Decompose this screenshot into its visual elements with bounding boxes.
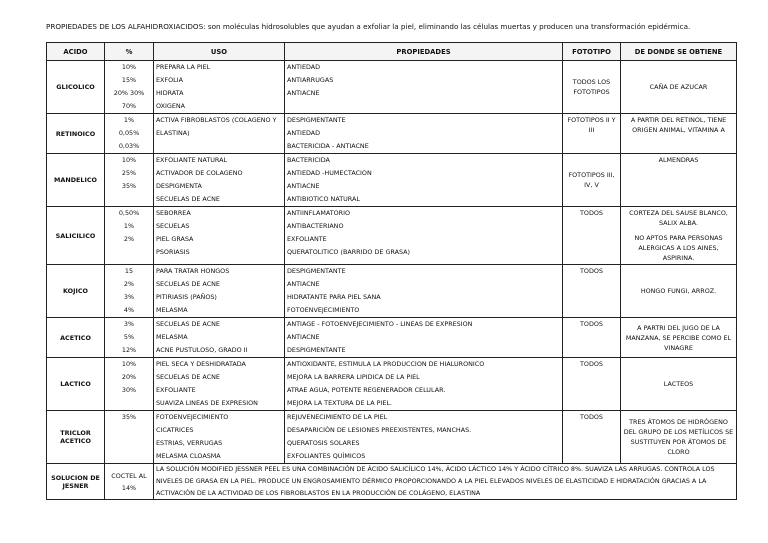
- uso-line: [154, 140, 284, 153]
- table-row: [47, 411, 737, 464]
- uso-line: SECUELAS DE ACNE: [156, 320, 220, 328]
- percentage-cell: [105, 318, 154, 358]
- percentage-line: 0,05%: [118, 129, 140, 137]
- uso-line: MELASMA: [156, 333, 188, 341]
- origen-text: LACTEOS: [663, 380, 694, 388]
- uso-cell: [154, 318, 285, 358]
- percentage-line: 10%: [121, 156, 137, 164]
- uso-line: PARA TRATAR HONGOS: [156, 267, 230, 275]
- uso-line: MELASMA: [156, 306, 188, 314]
- uso-cell: [154, 207, 285, 265]
- propiedades-cell: [285, 318, 563, 358]
- uso-line: PREPARA LA PIEL: [156, 63, 211, 71]
- propiedades-cell: [285, 411, 563, 464]
- propiedad-line: MEJORA LA TEXTURA DE LA PIEL.: [287, 399, 393, 407]
- uso-cell: [154, 265, 285, 318]
- acid-name-cell: LACTICO: [47, 358, 105, 411]
- uso-line: PITIRIASIS (PAÑOS): [156, 293, 217, 301]
- uso-line: ACTIVA FIBROBLASTOS (COLAGENO Y: [156, 116, 277, 124]
- acid-name-cell: ACETICO: [47, 318, 105, 358]
- uso-line: CICATRICES: [156, 426, 194, 434]
- uso-line: ACTIVADOR DE COLAGENO: [156, 169, 243, 177]
- origen-cell: [621, 207, 737, 265]
- percentage-cell: [105, 154, 154, 207]
- percentage-cell: [105, 61, 154, 114]
- table-row: [47, 61, 737, 114]
- uso-line: SECUELAS: [156, 222, 190, 230]
- uso-line: SEBORREA: [156, 209, 191, 217]
- fototipo-cell: TODOS: [563, 207, 621, 265]
- origen-text: CORTEZA DEL SAUSE BLANCO, SALIX ALBA.: [629, 209, 728, 227]
- propiedad-line: ANTIEDAD: [287, 63, 321, 71]
- percentage-line: 3%: [123, 320, 135, 328]
- percentage-line: [105, 397, 153, 410]
- acid-name-cell: GLICOLICO: [47, 61, 105, 114]
- jesner-description: LA SOLUCIÓN MODIFIED JESSNER PEEL ES UNA COMBINACIÓN DE ÁCIDO SALICÍLICO 14%, ÁCIDO LÁCTICO 14% Y ÁCIDO CÍTRICO 8%. SUAVIZA LAS ARRUGAS. CONTROLA LOS NIVELES DE GRASA EN LA PIEL. PRODUCE UN ENGROSAMIENTO DÉRMICO PROPORCIONANDO A LA PIEL ELEVADOS NIVELES DE ELASTICIDAD E HIDRATACIÓN GRACIAS A LA ACTIVACIÓN DE LA ACTIVIDAD DE LOS FIBROBLASTOS EN LA PRODUCCIÓN DE COLÁGENO, ELASTINA: [154, 464, 737, 500]
- origen-cell: [621, 358, 737, 411]
- acid-name-cell: SALICILICO: [47, 207, 105, 265]
- uso-line: MELASMA CLOASMA: [156, 452, 221, 460]
- origen-text: ALMENDRAS: [658, 156, 699, 164]
- document-heading: PROPIEDADES DE LOS ALFAHIDROXIACIDOS: son moléculas hidrosolubles que ayudan a exfoliar la piel, eliminando las células muertas y producen una transformación epidérmica.: [46, 22, 691, 31]
- percentage-line: 35%: [121, 182, 137, 190]
- uso-line: SUAVIZA LINEAS DE EXPRESION: [156, 399, 258, 407]
- propiedad-line: ANTIOXIDANTE, ESTIMULA LA PRODUCCION DE HIALURONICO: [287, 360, 485, 368]
- uso-line: OXIGENA: [156, 102, 186, 110]
- origen-text: A PARTRI DEL JUGO DE LA MANZANA, SE PERCIBE COMO EL VINAGRE: [625, 323, 732, 352]
- column-header-uso: USO: [154, 43, 285, 61]
- uso-cell: [154, 154, 285, 207]
- uso-line: DESPIGMENTA: [156, 182, 202, 190]
- propiedad-line: ANTIACNE: [287, 333, 320, 341]
- propiedad-line: DESPIGMENTANTE: [287, 267, 346, 275]
- propiedades-cell: [285, 358, 563, 411]
- propiedades-cell: [285, 265, 563, 318]
- fototipo-cell: TODOS: [563, 358, 621, 411]
- uso-line: SECUELAS DE ACNE: [156, 373, 220, 381]
- fototipo-cell: TODOS: [563, 411, 621, 464]
- origen-text: CAÑA DE AZUCAR: [649, 83, 708, 91]
- table-header-row: [47, 43, 737, 61]
- percentage-line: 15%: [121, 76, 137, 84]
- percentage-cell: [105, 207, 154, 265]
- propiedad-line: ANTIACNE: [287, 89, 320, 97]
- percentage-cell: [105, 358, 154, 411]
- percentage-line: 20% 30%: [113, 89, 145, 97]
- acid-name-cell: MANDELICO: [47, 154, 105, 207]
- origen-cell: [621, 114, 737, 154]
- percentage-line: 15: [124, 267, 134, 275]
- propiedad-line: EXFOLIANTE: [287, 235, 327, 243]
- propiedad-line: ANTIEDAD: [287, 129, 321, 137]
- propiedades-cell: [285, 154, 563, 207]
- propiedades-cell: [285, 61, 563, 114]
- percentage-line: 0,50%: [118, 209, 140, 217]
- percentage-line: [105, 193, 153, 206]
- acid-name-cell: KOJICO: [47, 265, 105, 318]
- column-header-porcentaje: %: [105, 43, 154, 61]
- uso-cell: [154, 358, 285, 411]
- percentage-line: 12%: [121, 346, 137, 354]
- table-row: [47, 358, 737, 411]
- origen-cell: [621, 61, 737, 114]
- uso-line: HIDRATA: [156, 89, 184, 97]
- table-row: [47, 265, 737, 318]
- percentage-line: 20%: [121, 373, 137, 381]
- percentage-line: 2%: [123, 280, 135, 288]
- propiedad-line: ANTIARRUGAS: [287, 76, 334, 84]
- propiedades-cell: [285, 114, 563, 154]
- table-row: [47, 207, 737, 265]
- propiedad-line: DESAPARICIÓN DE LESIONES PREEXISTENTES, MANCHAS.: [287, 426, 472, 434]
- fototipo-cell: TODOS: [563, 265, 621, 318]
- fototipo-cell: TODOS: [563, 318, 621, 358]
- origen-cell: [621, 318, 737, 358]
- percentage-line: 5%: [123, 333, 135, 341]
- column-header-fototipo: FOTOTIPO: [563, 43, 621, 61]
- table-row: [47, 154, 737, 207]
- origen-cell: [621, 411, 737, 464]
- percentage-line: 0,03%: [118, 142, 140, 150]
- table-row: [47, 114, 737, 154]
- uso-cell: [154, 411, 285, 464]
- percentage-line: 1%: [123, 222, 135, 230]
- column-header-acido: ACIDO: [47, 43, 105, 61]
- fototipo-cell: FOTOTIPOS II Y III: [563, 114, 621, 154]
- propiedad-line: DESPIGMENTANTE: [287, 116, 346, 124]
- uso-line: SECUELAS DE ACNE: [156, 195, 220, 203]
- fototipo-cell: FOTOTIPOS III, IV, V: [563, 154, 621, 207]
- propiedad-line: QUERATOLITICO (BARRIDO DE GRASA): [287, 248, 411, 256]
- column-header-origen: DE DONDE SE OBTIENE: [621, 43, 737, 61]
- percentage-line: 25%: [121, 169, 137, 177]
- uso-line: SECUELAS DE ACNE: [156, 280, 220, 288]
- acid-name-cell: SOLUCION DE JESNER: [47, 464, 105, 500]
- uso-line: EXFOLIA: [156, 76, 183, 84]
- table-row: [47, 318, 737, 358]
- origen-text: TRES ÁTOMOS DE HIDRÓGENO DEL GRUPO DE LOS METÍLICOS SE SUSTITUYEN POR ÁTOMOS DE CLORO: [623, 418, 734, 456]
- origen-cell: [621, 265, 737, 318]
- percentage-cell: [105, 265, 154, 318]
- uso-line: FOTOENVEJECIMIENTO: [156, 413, 229, 421]
- uso-line: PSORIASIS: [156, 248, 190, 256]
- percentage-line: 10%: [121, 63, 137, 71]
- percentage-line: [105, 424, 153, 437]
- uso-cell: [154, 61, 285, 114]
- propiedad-line: EXFOLIANTES QUÍMICOS: [287, 452, 366, 460]
- percentage-line: [105, 246, 153, 259]
- acid-name-cell: RETINOICO: [47, 114, 105, 154]
- propiedad-line: ANTIBIOTICO NATURAL: [287, 195, 360, 203]
- propiedad-line: DESPIGMENTANTE: [287, 346, 346, 354]
- origen-note: NO APTOS PARA PERSONAS ALERGICAS A LOS AINES, ASPIRINA.: [634, 234, 723, 262]
- propiedad-line: ANTIINFLAMATORIO: [287, 209, 351, 217]
- table-body: [47, 61, 737, 500]
- percentage-line: [105, 450, 153, 463]
- propiedad-line: QUERATOSIS SOLARES: [287, 439, 360, 447]
- percentage-line: 30%: [121, 386, 137, 394]
- propiedad-line: BACTERICIDA: [287, 156, 330, 164]
- propiedad-line: ANTIEDAD -HUMECTACION: [287, 169, 372, 177]
- percentage-line: 3%: [123, 293, 135, 301]
- percentage-cell: [105, 411, 154, 464]
- uso-line: ACNE PUSTULOSO, GRADO II: [156, 346, 248, 354]
- origen-cell: [621, 154, 737, 207]
- uso-line: ELASTINA): [156, 129, 190, 137]
- percentage-line: 70%: [121, 102, 137, 110]
- percentage-cell: COCTEL AL 14%: [105, 464, 154, 500]
- origen-text: A PARTIR DEL RETINOL, TIENE ORIGEN ANIMAL, VITAMINA A: [630, 116, 727, 134]
- percentage-line: 4%: [123, 306, 135, 314]
- propiedad-line: ANTIACNE: [287, 182, 320, 190]
- propiedad-line: ANTIACNE: [287, 280, 320, 288]
- acid-name-cell: TRICLOR ACETICO: [47, 411, 105, 464]
- percentage-line: 1%: [123, 116, 135, 124]
- uso-line: PIEL GRASA: [156, 235, 194, 243]
- propiedad-line: ANTIBACTERIANO: [287, 222, 344, 230]
- percentage-line: 35%: [121, 413, 137, 421]
- percentage-cell: [105, 114, 154, 154]
- propiedades-cell: [285, 207, 563, 265]
- uso-line: PIEL SECA Y DESHIDRATADA: [156, 360, 246, 368]
- table-row-jesner: [47, 464, 737, 500]
- acids-table: [46, 42, 737, 500]
- uso-line: ESTRIAS, VERRUGAS: [156, 439, 223, 447]
- fototipo-cell: TODOS LOS FOTOTIPOS: [563, 61, 621, 114]
- propiedad-line: REJUVENECIMIENTO DE LA PIEL: [287, 413, 388, 421]
- propiedad-line: MEJORA LA BARRERA LIPIDICA DE LA PIEL: [287, 373, 420, 381]
- uso-line: EXFOLIANTE: [156, 386, 196, 394]
- origen-text: HONGO FUNGI, ARROZ.: [640, 287, 717, 295]
- uso-line: EXFOLIANTE NATURAL: [156, 156, 228, 164]
- propiedad-line: ANTIAGE - FOTOENVEJECIMIENTO - LINEAS DE EXPRESION: [287, 320, 473, 328]
- percentage-line: 2%: [123, 235, 135, 243]
- percentage-line: 10%: [121, 360, 137, 368]
- uso-cell: [154, 114, 285, 154]
- propiedad-line: HIDRATANTE PARA PIEL SANA: [287, 293, 381, 301]
- propiedad-line: ATRAE AGUA, POTENTE REGENERADOR CELULAR.: [287, 386, 446, 394]
- column-header-propiedades: PROPIEDADES: [285, 43, 563, 61]
- propiedad-line: BACTERICIDA - ANTIACNE: [287, 142, 369, 150]
- percentage-line: [105, 437, 153, 450]
- propiedad-line: FOTOENVEJECIMIENTO: [287, 306, 360, 314]
